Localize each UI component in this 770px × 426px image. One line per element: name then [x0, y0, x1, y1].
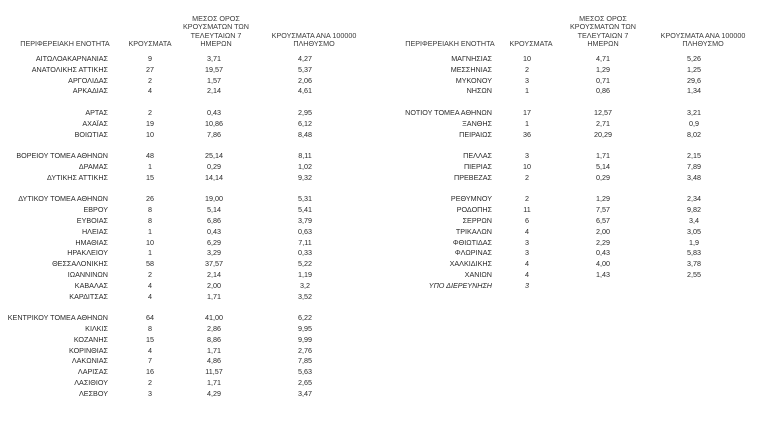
cell-cases: 3 — [148, 388, 152, 398]
cell-per100k: 5,31 — [298, 194, 312, 204]
cell-per100k: 1,02 — [298, 161, 312, 171]
cell-per100k: 9,95 — [298, 323, 312, 333]
cell-avg7: 7,86 — [207, 129, 221, 139]
cell-region: ΧΑΛΚΙΔΙΚΗΣ — [449, 259, 492, 269]
cell-per100k: 8,02 — [687, 129, 701, 139]
cell-per100k: 2,55 — [687, 269, 701, 279]
cell-per100k: 1,25 — [687, 64, 701, 74]
header-region: ΠΕΡΙΦΕΡΕΙΑΚΗ ΕΝΟΤΗΤΑ — [405, 38, 495, 48]
cell-region: ΔΥΤΙΚΗΣ ΑΤΤΙΚΗΣ — [47, 172, 108, 182]
cell-region: ΡΕΘΥΜΝΟΥ — [450, 194, 492, 204]
cell-per100k: 3,4 — [689, 215, 699, 225]
row-spacer — [0, 302, 385, 313]
table-row — [0, 151, 385, 162]
cell-region: ΝΟΤΙΟΥ ΤΟΜΕΑ ΑΘΗΝΩΝ — [405, 107, 492, 117]
cell-region: ΚΑΡΔΙΤΣΑΣ — [69, 291, 108, 301]
cell-cases: 36 — [523, 129, 531, 139]
cell-avg7: 6,57 — [596, 215, 610, 225]
cell-cases: 27 — [146, 64, 154, 74]
cell-cases: 8 — [148, 215, 152, 225]
cell-avg7: 0,43 — [596, 248, 610, 258]
cell-cases: 15 — [146, 334, 154, 344]
table-row — [385, 216, 770, 227]
cell-cases: 3 — [525, 151, 529, 161]
cell-cases: 16 — [146, 367, 154, 377]
cell-region: ΗΜΑΘΙΑΣ — [75, 237, 108, 247]
table-row — [0, 313, 385, 324]
table-row — [385, 108, 770, 119]
cell-avg7: 0,43 — [207, 107, 221, 117]
cell-region: ΠΕΛΛΑΣ — [463, 151, 492, 161]
cell-per100k: 5,41 — [298, 205, 312, 215]
cell-region: ΜΥΚΟΝΟΥ — [455, 75, 492, 85]
cell-region: ΑΡΓΟΛΙΔΑΣ — [68, 75, 108, 85]
cell-region: ΦΛΩΡΙΝΑΣ — [454, 248, 492, 258]
table-row — [0, 65, 385, 76]
cell-per100k: 1,9 — [689, 237, 699, 247]
right-table-rows — [385, 54, 770, 292]
table-row — [0, 259, 385, 270]
cell-per100k: 4,61 — [298, 86, 312, 96]
table-row — [0, 205, 385, 216]
cell-region: ΑΧΑΪΑΣ — [82, 118, 108, 128]
cell-avg7: 7,57 — [596, 205, 610, 215]
cell-avg7: 10,86 — [205, 118, 223, 128]
cell-per100k: 2,76 — [298, 345, 312, 355]
left-table-rows — [0, 54, 385, 400]
cell-region: ΠΕΙΡΑΙΩΣ — [459, 129, 492, 139]
cell-per100k: 6,22 — [298, 313, 312, 323]
cell-cases: 9 — [148, 54, 152, 63]
cell-per100k: 0,9 — [689, 118, 699, 128]
cell-region: ΒΟΙΩΤΙΑΣ — [74, 129, 108, 139]
cell-avg7: 2,00 — [207, 280, 221, 290]
cell-cases: 1 — [148, 248, 152, 258]
cell-cases: 2 — [525, 64, 529, 74]
cell-region: ΚΕΝΤΡΙΚΟΥ ΤΟΜΕΑ ΑΘΗΝΩΝ — [7, 313, 108, 323]
cell-cases: 10 — [523, 54, 531, 63]
cell-region: ΝΗΣΩΝ — [466, 86, 492, 96]
table-row — [385, 130, 770, 141]
cell-avg7: 12,57 — [594, 107, 612, 117]
table-row — [0, 356, 385, 367]
cell-avg7: 5,14 — [596, 161, 610, 171]
cell-per100k: 3,47 — [298, 388, 312, 398]
cell-avg7: 1,29 — [596, 194, 610, 204]
cell-region: ΡΟΔΟΠΗΣ — [456, 205, 492, 215]
table-row — [0, 162, 385, 173]
table-row — [385, 151, 770, 162]
cell-per100k: 5,26 — [687, 54, 701, 63]
cell-per100k: 5,83 — [687, 248, 701, 258]
cell-per100k: 29,6 — [687, 75, 701, 85]
header-avg7: ΜΕΣΟΣ ΟΡΟΣ ΚΡΟΥΣΜΑΤΩΝ ΤΩΝ ΤΕΛΕΥΤΑΙΩΝ 7 ΗΜΕΡΩΝ — [570, 14, 636, 48]
cell-cases: 4 — [148, 291, 152, 301]
cell-avg7: 37,57 — [205, 259, 223, 269]
cell-avg7: 4,29 — [207, 388, 221, 398]
cell-avg7: 0,43 — [207, 226, 221, 236]
cell-per100k: 3,78 — [687, 259, 701, 269]
cell-per100k: 3,05 — [687, 226, 701, 236]
cell-region: ΕΒΡΟΥ — [83, 205, 108, 215]
cell-region: ΛΑΚΩΝΙΑΣ — [71, 356, 108, 366]
cell-region: ΗΛΕΙΑΣ — [81, 226, 108, 236]
cell-region: ΚΟΡΙΝΘΙΑΣ — [69, 345, 108, 355]
header-per100k: ΚΡΟΥΣΜΑΤΑ ΑΝΑ 100000 ΠΛΗΘΥΣΜΟ — [660, 30, 746, 48]
cell-avg7: 0,29 — [207, 161, 221, 171]
cell-cases: 48 — [146, 151, 154, 161]
table-row — [0, 86, 385, 97]
table-row — [385, 270, 770, 281]
cell-avg7: 1,29 — [596, 64, 610, 74]
cell-cases: 7 — [148, 356, 152, 366]
cell-avg7: 1,57 — [207, 75, 221, 85]
cell-avg7: 0,29 — [596, 172, 610, 182]
table-row — [385, 86, 770, 97]
cell-per100k: 2,15 — [687, 151, 701, 161]
cell-per100k: 6,12 — [298, 118, 312, 128]
table-row — [385, 205, 770, 216]
cell-region: ΚΙΛΚΙΣ — [85, 323, 108, 333]
table-row — [0, 281, 385, 292]
header-cases: ΚΡΟΥΣΜΑΤΑ — [128, 38, 172, 48]
cell-cases: 4 — [148, 345, 152, 355]
cell-cases: 1 — [148, 161, 152, 171]
cell-region: ΠΡΕΒΕΖΑΣ — [454, 172, 492, 182]
cell-avg7: 1,71 — [207, 291, 221, 301]
cell-region: ΤΡΙΚΑΛΩΝ — [455, 226, 492, 236]
cell-region: ΘΕΣΣΑΛΟΝΙΚΗΣ — [52, 259, 108, 269]
table-row — [385, 281, 770, 292]
header-region: ΠΕΡΙΦΕΡΕΙΑΚΗ ΕΝΟΤΗΤΑ — [20, 38, 110, 48]
cell-avg7: 2,14 — [207, 269, 221, 279]
cell-cases: 1 — [525, 118, 529, 128]
row-spacer — [385, 184, 770, 195]
cell-avg7: 11,57 — [205, 367, 223, 377]
cell-per100k: 7,11 — [298, 237, 312, 247]
cell-cases: 15 — [146, 172, 154, 182]
cell-region: ΔΡΑΜΑΣ — [78, 161, 108, 171]
cell-per100k: 8,48 — [298, 129, 312, 139]
cell-avg7: 25,14 — [205, 151, 223, 161]
cell-cases: 4 — [148, 86, 152, 96]
cell-region: ΛΑΡΙΣΑΣ — [77, 367, 108, 377]
cell-per100k: 3,52 — [298, 291, 312, 301]
cell-per100k: 0,33 — [298, 248, 312, 258]
table-row — [0, 292, 385, 303]
cell-cases: 2 — [525, 172, 529, 182]
cell-region: ΜΕΣΣΗΝΙΑΣ — [450, 64, 492, 74]
cell-cases: 10 — [146, 129, 154, 139]
table-row — [385, 173, 770, 184]
table-row — [0, 248, 385, 259]
table-row — [0, 389, 385, 400]
cell-per100k: 3,48 — [687, 172, 701, 182]
cell-per100k: 5,22 — [298, 259, 312, 269]
table-row — [385, 238, 770, 249]
cell-per100k: 8,11 — [298, 151, 312, 161]
cell-avg7: 20,29 — [594, 129, 612, 139]
cell-region: ΣΕΡΡΩΝ — [462, 215, 492, 225]
cell-per100k: 9,99 — [298, 334, 312, 344]
cell-region: ΒΟΡΕΙΟΥ ΤΟΜΕΑ ΑΘΗΝΩΝ — [16, 151, 108, 161]
cell-cases: 2 — [148, 75, 152, 85]
cell-avg7: 1,71 — [596, 151, 610, 161]
header-per100k: ΚΡΟΥΣΜΑΤΑ ΑΝΑ 100000 ΠΛΗΘΥΣΜΟ — [271, 30, 357, 48]
cell-per100k: 1,34 — [687, 86, 701, 96]
cell-avg7: 2,14 — [207, 86, 221, 96]
cell-region: ΗΡΑΚΛΕΙΟΥ — [67, 248, 108, 258]
cell-region: ΚΑΒΑΛΑΣ — [74, 280, 108, 290]
table-row — [385, 162, 770, 173]
table-row — [0, 367, 385, 378]
cell-region: ΑΡΤΑΣ — [85, 107, 108, 117]
cell-cases: 10 — [146, 237, 154, 247]
cell-cases: 3 — [525, 248, 529, 258]
cell-cases: 8 — [148, 205, 152, 215]
cell-per100k: 2,95 — [298, 107, 312, 117]
table-row — [385, 194, 770, 205]
right-table-header — [385, 12, 770, 48]
table-row — [0, 76, 385, 87]
table-row — [385, 54, 770, 65]
cell-avg7: 41,00 — [205, 313, 223, 323]
cell-avg7: 2,29 — [596, 237, 610, 247]
cell-per100k: 5,37 — [298, 64, 312, 74]
cell-per100k: 2,65 — [298, 377, 312, 387]
cell-cases: 2 — [525, 194, 529, 204]
cell-cases: 11 — [523, 205, 531, 215]
table-row — [0, 238, 385, 249]
cell-avg7: 0,71 — [596, 75, 610, 85]
cell-region: ΧΑΝΙΩΝ — [464, 269, 492, 279]
table-row — [0, 194, 385, 205]
cell-avg7: 19,57 — [205, 64, 223, 74]
cell-per100k: 3,21 — [687, 107, 701, 117]
cell-cases: 2 — [148, 377, 152, 387]
left-table-header — [0, 12, 385, 48]
cell-region: ΚΟΖΑΝΗΣ — [73, 334, 108, 344]
cell-avg7: 6,29 — [207, 237, 221, 247]
cell-avg7: 2,86 — [207, 323, 221, 333]
row-spacer — [0, 140, 385, 151]
cell-per100k: 3,79 — [298, 215, 312, 225]
cell-avg7: 8,86 — [207, 334, 221, 344]
table-row — [0, 108, 385, 119]
row-spacer — [385, 97, 770, 108]
table-row — [0, 130, 385, 141]
table-row — [0, 346, 385, 357]
cell-per100k: 1,19 — [298, 269, 312, 279]
cell-cases: 4 — [525, 259, 529, 269]
cell-avg7: 2,71 — [596, 118, 610, 128]
cell-region: ΑΡΚΑΔΙΑΣ — [72, 86, 108, 96]
table-row — [0, 227, 385, 238]
cell-per100k: 4,27 — [298, 54, 312, 63]
cell-avg7: 1,43 — [596, 269, 610, 279]
table-row — [385, 76, 770, 87]
left-table — [0, 12, 385, 400]
cell-avg7: 3,29 — [207, 248, 221, 258]
cell-cases: 1 — [148, 226, 152, 236]
cell-cases: 2 — [148, 269, 152, 279]
cell-avg7: 3,71 — [207, 54, 221, 63]
cell-region: ΛΑΣΙΘΙΟΥ — [74, 377, 108, 387]
row-spacer — [0, 184, 385, 195]
cell-region: ΞΑΝΘΗΣ — [462, 118, 492, 128]
cell-region: ΙΩΑΝΝΙΝΩΝ — [67, 269, 108, 279]
cell-per100k: 7,85 — [298, 356, 312, 366]
cell-per100k: 9,32 — [298, 172, 312, 182]
cell-cases: 26 — [146, 194, 154, 204]
cell-avg7: 14,14 — [205, 172, 223, 182]
cell-region: ΠΙΕΡΙΑΣ — [463, 161, 492, 171]
cell-per100k: 5,63 — [298, 367, 312, 377]
cell-cases: 10 — [523, 161, 531, 171]
cell-cases: 3 — [525, 75, 529, 85]
cell-avg7: 4,86 — [207, 356, 221, 366]
cell-avg7: 5,14 — [207, 205, 221, 215]
table-row — [0, 324, 385, 335]
cell-region: ΥΠΟ ΔΙΕΡΕΥΝΗΣΗ — [428, 280, 492, 290]
header-avg7: ΜΕΣΟΣ ΟΡΟΣ ΚΡΟΥΣΜΑΤΩΝ ΤΩΝ ΤΕΛΕΥΤΑΙΩΝ 7 ΗΜΕΡΩΝ — [183, 14, 249, 48]
cell-per100k: 0,63 — [298, 226, 312, 236]
cell-per100k: 2,06 — [298, 75, 312, 85]
table-row — [0, 54, 385, 65]
cell-region: ΜΑΓΝΗΣΙΑΣ — [451, 54, 492, 63]
cell-per100k: 9,82 — [687, 205, 701, 215]
cell-cases: 8 — [148, 323, 152, 333]
table-row — [385, 119, 770, 130]
cell-avg7: 19,00 — [205, 194, 223, 204]
cell-avg7: 4,71 — [596, 54, 610, 63]
cell-cases: 3 — [525, 237, 529, 247]
table-row — [385, 227, 770, 238]
cell-avg7: 1,71 — [207, 345, 221, 355]
table-row — [385, 259, 770, 270]
cell-avg7: 0,86 — [596, 86, 610, 96]
header-cases: ΚΡΟΥΣΜΑΤΑ — [509, 38, 553, 48]
cell-per100k: 2,34 — [687, 194, 701, 204]
cell-avg7: 6,86 — [207, 215, 221, 225]
cell-avg7: 1,71 — [207, 377, 221, 387]
cell-cases: 58 — [146, 259, 154, 269]
cell-region: ΕΥΒΟΙΑΣ — [76, 215, 108, 225]
table-row — [0, 216, 385, 227]
cell-cases: 64 — [146, 313, 154, 323]
cell-cases: 4 — [525, 226, 529, 236]
cell-region: ΑΝΑΤΟΛΙΚΗΣ ΑΤΤΙΚΗΣ — [31, 64, 108, 74]
cell-cases: 2 — [148, 107, 152, 117]
cell-cases: 1 — [525, 86, 529, 96]
table-row — [0, 173, 385, 184]
cell-cases: 3 — [525, 280, 529, 290]
cell-cases: 17 — [523, 107, 531, 117]
cell-cases: 19 — [146, 118, 154, 128]
row-spacer — [385, 140, 770, 151]
cell-per100k: 3,2 — [300, 280, 310, 290]
cell-cases: 6 — [525, 215, 529, 225]
cell-region: ΑΙΤΩΛΟΑΚΑΡΝΑΝΙΑΣ — [35, 54, 108, 63]
cell-avg7: 4,00 — [596, 259, 610, 269]
cell-cases: 4 — [148, 280, 152, 290]
row-spacer — [0, 97, 385, 108]
cell-region: ΛΕΣΒΟΥ — [79, 388, 108, 398]
cell-region: ΔΥΤΙΚΟΥ ΤΟΜΕΑ ΑΘΗΝΩΝ — [18, 194, 108, 204]
cell-avg7: 2,00 — [596, 226, 610, 236]
cell-cases: 4 — [525, 269, 529, 279]
table-row — [0, 378, 385, 389]
table-row — [385, 248, 770, 259]
table-row — [0, 119, 385, 130]
table-row — [385, 65, 770, 76]
table-row — [0, 270, 385, 281]
cell-per100k: 7,89 — [687, 161, 701, 171]
cell-region: ΦΘΙΩΤΙΔΑΣ — [452, 237, 492, 247]
right-table — [385, 12, 770, 292]
table-row — [0, 335, 385, 346]
